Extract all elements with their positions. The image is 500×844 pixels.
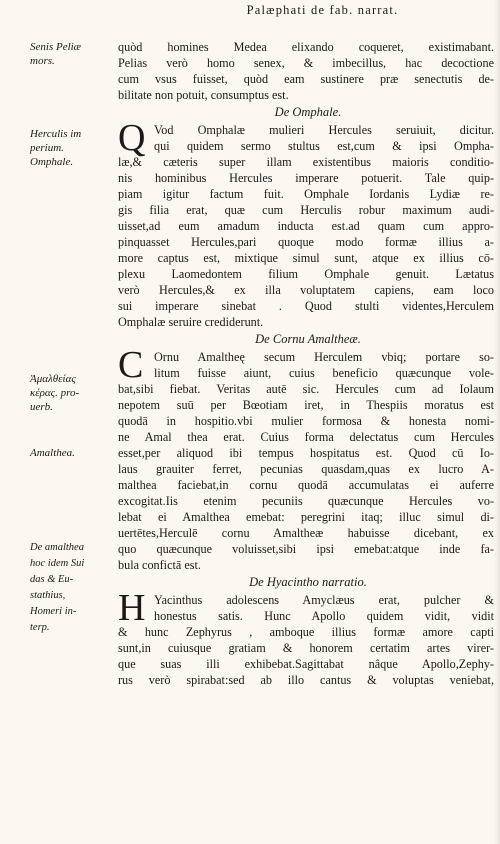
margin-note-line: perium. <box>30 142 64 154</box>
margin-note-amalthea <box>30 446 114 460</box>
text-line: laus grauiter ferret, pecunias quasdam,quas ex lucro A- <box>118 462 494 476</box>
dropcap-c: C <box>118 344 144 386</box>
dropcap-q: Q <box>118 117 146 159</box>
margin-note-line: Senis Peliæ <box>30 41 82 53</box>
text-line: quodā in hospitio.vbi mulier formosa & honesta nomi- <box>118 414 494 428</box>
text-line: nis hominibus Hercules imperare potuerit. Tale quip- <box>118 171 494 185</box>
text-line: Pelias verò homo senex, & imbecillus, hac decoctione <box>118 56 494 70</box>
text-line: esset,per aliquod ibi tempus hospitatus est. Quod cū Io- <box>118 446 494 460</box>
margin-note-line: mors. <box>30 55 55 67</box>
text-line: qui quidem sermo stultus est,cum & ipsi Ompha- <box>154 139 494 153</box>
text-line: Vod Omphalæ mulieri Hercules seruiuit, dicitur. <box>154 123 494 137</box>
margin-note-line: terp. <box>30 622 50 633</box>
text-line: uisset,ad eum amadum inducta est.ad quam cum appro- <box>118 219 494 233</box>
text-line: malthea faciebat,in cornu quodā accumulatas ei auferre <box>118 478 494 492</box>
section-heading-omphale: De Omphale. <box>274 105 342 119</box>
text-line: ne Amal thea erat. Cuius forma delectatus cum Hercules <box>118 430 494 444</box>
text-line: læ,& cæteris super illam existentibus maioris conditio- <box>118 155 494 169</box>
margin-note-line: Herculis im <box>30 128 82 140</box>
margin-note-pelias <box>30 40 114 68</box>
text-line: bilitate non potuit, consumptus est. <box>118 88 289 102</box>
running-head: Palæphati de fab. narrat. <box>246 3 399 17</box>
text-line: bula confictā est. <box>118 558 201 572</box>
text-line: Ornu Amaltheę secum Herculem vbiq; portare so- <box>154 350 494 364</box>
text-line: sui imperare sinebat . Quod stulti videntes,Herculem <box>118 299 494 313</box>
text-line: cum vsus fuisset, quòd eam sustinere præ senectutis de- <box>118 72 494 86</box>
text-line: piam igitur factum fuit. Omphale Iordanis Lydiæ re- <box>118 187 494 201</box>
margin-note-hercules <box>30 127 114 169</box>
text-line: litum fuisse aiunt, cuius beneficio quæcunque vole- <box>154 366 494 380</box>
section-heading-amalthea: De Cornu Amaltheæ. <box>255 332 361 346</box>
text-line: sunt,in cuiusque gratiam & honorem certatim artes virer- <box>118 641 494 655</box>
margin-note-line: Amalthea. <box>30 447 75 459</box>
text-line: plexu Laomedontem filium Omphale genuit. Lætatus <box>118 267 494 281</box>
text-line: honestus satis. Hunc Apollo quidem vidit, vidit <box>154 609 494 623</box>
margin-note-line: κέρας. pro- <box>30 387 80 399</box>
text-line: bat,sibi fiebat. Veritas autē sic. Hercules cum ad Iolaum <box>118 382 494 396</box>
margin-note-proverb <box>30 372 114 414</box>
text-line: excogitat.Iis etenim pecuniis quæcunque Hercules vo- <box>118 494 494 508</box>
text-line: quo quæcunque voluisset,sibi ipsi emebat:atque inde fa- <box>118 542 494 556</box>
margin-note-line: hoc idem Sui <box>30 558 85 569</box>
text-line: gis filia erat, quæ cum Herculis robur maximum audi- <box>118 203 494 217</box>
margin-note-line: das & Eu- <box>30 574 74 585</box>
text-line: uertētes,Herculē cornu Amaltheæ habuisse dicebant, ex <box>118 526 494 540</box>
margin-note-line: uerb. <box>30 401 53 413</box>
margin-note-line: De amalthea <box>30 542 84 553</box>
dropcap-h: H <box>118 587 146 629</box>
text-line: quòd homines Medea elixando coqueret, existimabant. <box>118 40 494 54</box>
text-line: que suas illi exhibebat.Sagittabat nâque Apollo,Zephy- <box>118 657 494 671</box>
page-edge-shadow <box>494 0 500 844</box>
text-line: lebat ei Amalthea emebat: peregrini itaq; illuc simul di- <box>118 510 494 524</box>
text-line: Yacinthus adolescens Amyclæus erat, pulcher & <box>154 593 494 607</box>
text-line: pinquasset Hercules,pari quoque modo formæ illius a- <box>118 235 494 249</box>
text-line: nepotem suū per Bœotiam iret, in Thespiis moratus est <box>118 398 494 412</box>
text-line: more captus est, mixtique simul sunt, atque ex illius cō- <box>118 251 494 265</box>
margin-note-line: Homeri in- <box>30 606 77 617</box>
text-line: & hunc Zephyrus , amboque illius formæ amore capti <box>118 625 494 639</box>
text-line: rus verò spirabat:sed ab illo cantus & voluptas veniebat, <box>118 673 494 687</box>
margin-note-suidas <box>30 540 114 636</box>
text-line: verò Hercules,& ex illa voluptatem capiens, eam loco <box>118 283 494 297</box>
margin-note-line: Ἀμαλθείας <box>30 373 76 385</box>
section-heading-hyacinthus: De Hyacintho narratio. <box>249 575 367 589</box>
margin-note-line: stathius, <box>30 590 66 601</box>
text-line: Omphalæ seruire crediderunt. <box>118 315 264 329</box>
margin-note-line: Omphale. <box>30 156 74 168</box>
